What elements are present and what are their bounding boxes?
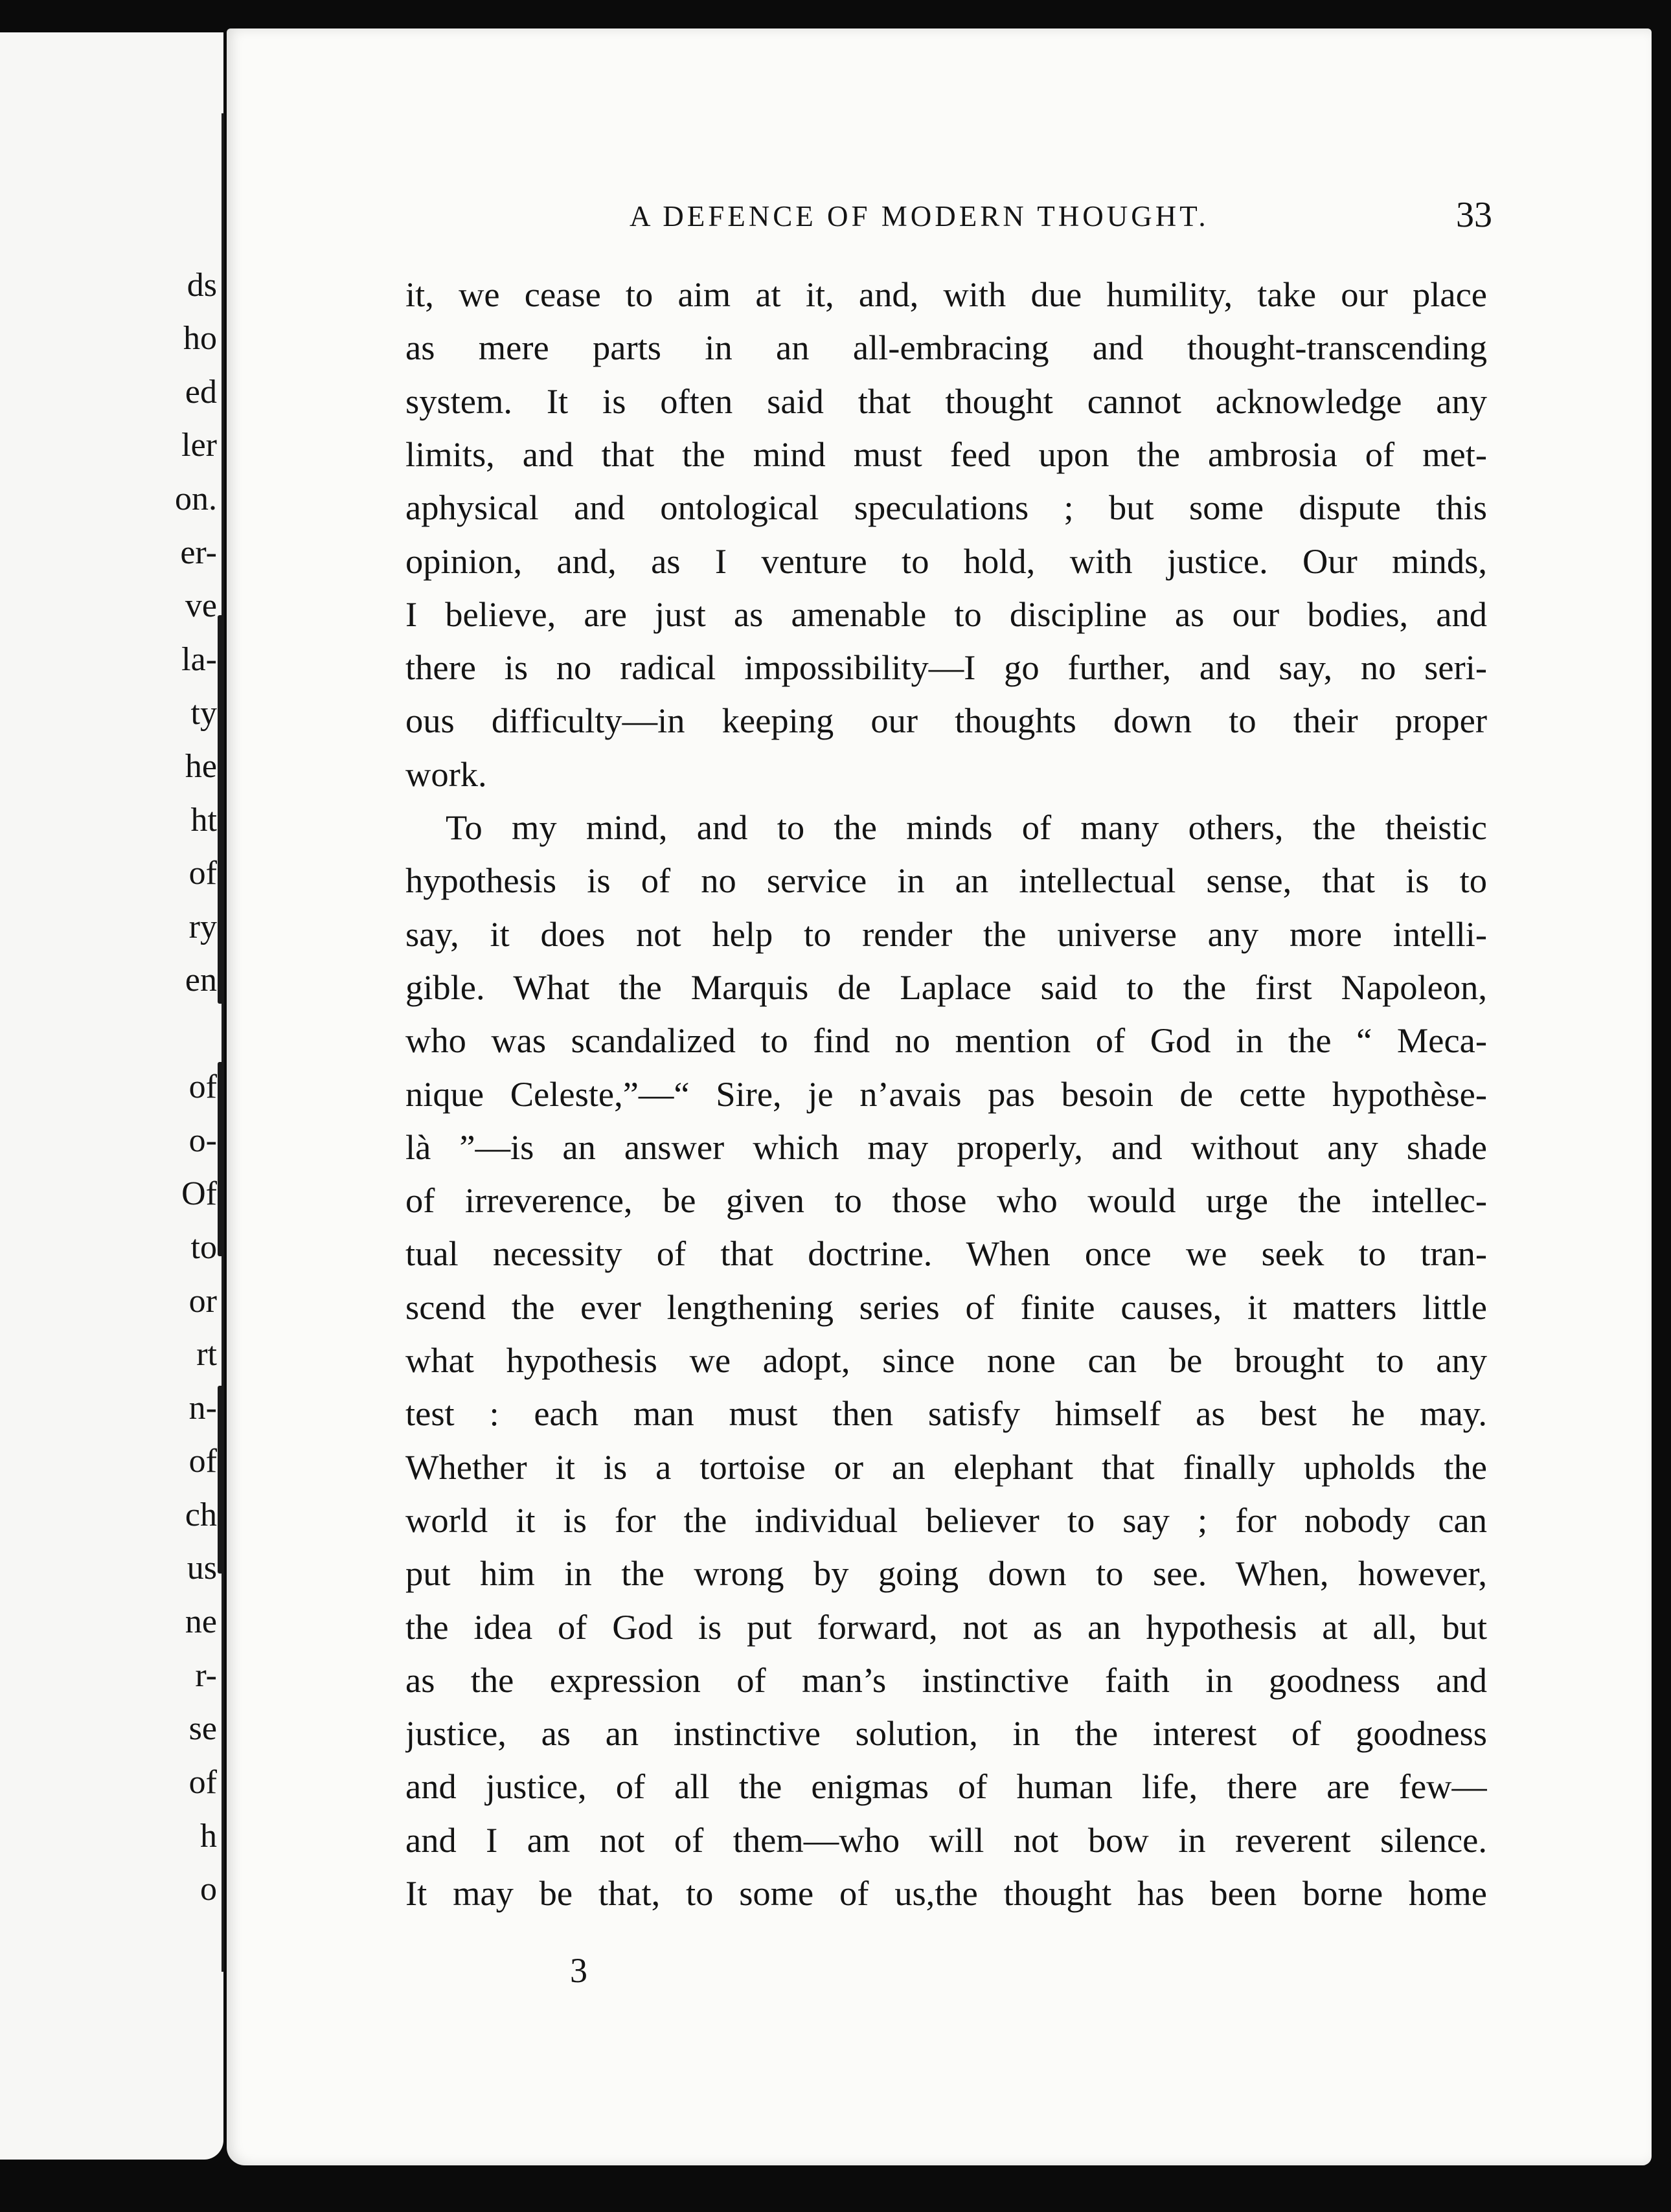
left-page-fragment: h	[200, 1818, 217, 1855]
left-page-fragment: ve	[185, 587, 217, 624]
text-line: the idea of God is put forward, not as an hypothesis at all, but	[405, 1607, 1487, 1647]
left-page-fragment: on.	[175, 480, 217, 517]
text-line: there is no radical impossibility—I go further, and say, no seri-	[405, 648, 1487, 688]
text-line: world it is for the individual believer to say ; for nobody can	[405, 1500, 1487, 1540]
left-page-fragment: n-	[188, 1390, 217, 1427]
previous-page-edge	[0, 32, 223, 2160]
left-page-fragment: se	[188, 1710, 217, 1747]
text-line: opinion, and, as I venture to hold, with justice. Our minds,	[405, 541, 1487, 581]
left-page-fragment: ho	[183, 320, 217, 357]
text-line: ous difficulty—in keeping our thoughts down to their proper	[405, 701, 1487, 741]
left-page-fragment: to	[190, 1229, 217, 1266]
text-line: Whether it is a tortoise or an elephant that finally upholds the	[405, 1447, 1487, 1487]
text-line: say, it does not help to render the universe any more intelli-	[405, 914, 1487, 954]
left-page-fragment: of	[188, 855, 217, 892]
left-page-fragment: ler	[181, 427, 217, 464]
text-line: justice, as an instinctive solution, in the interest of goodness	[405, 1713, 1487, 1754]
page-header	[396, 194, 1492, 246]
left-page-fragment: o	[200, 1871, 217, 1908]
left-page-fragment: ty	[190, 695, 217, 732]
left-page-fragment: r-	[195, 1657, 217, 1694]
left-page-fragment: ne	[185, 1603, 217, 1640]
text-line: work.	[405, 754, 487, 794]
text-line: and I am not of them—who will not bow in reverent silence.	[405, 1820, 1487, 1860]
left-page-fragment: of	[188, 1443, 217, 1480]
left-page-fragment: ds	[187, 267, 217, 304]
left-page-fragment: or	[188, 1283, 217, 1320]
text-line: I believe, are just as amenable to discipline as our bodies, and	[405, 594, 1487, 634]
text-line: and justice, of all the enigmas of human life, there are few—	[405, 1766, 1487, 1807]
binding-shadow	[218, 1386, 223, 1574]
binding-shadow	[218, 615, 223, 1004]
text-line: test : each man must then satisfy himself as best he may.	[405, 1394, 1487, 1434]
left-page-fragment: la-	[181, 641, 217, 678]
text-line: To my mind, and to the minds of many others, the theistic	[446, 807, 1487, 847]
text-line: as the expression of man’s instinctive faith in goodness and	[405, 1660, 1487, 1700]
text-line: hypothesis is of no service in an intellectual sense, that is to	[405, 861, 1487, 901]
text-line: who was scandalized to find no mention of God in the “ Meca-	[405, 1021, 1487, 1061]
text-line: what hypothesis we adopt, since none can be brought to any	[405, 1340, 1487, 1380]
text-line: gible. What the Marquis de Laplace said to the first Napoleon,	[405, 967, 1487, 1007]
binding-gutter	[222, 113, 224, 1972]
text-line: as mere parts in an all-embracing and thought-transcending	[405, 328, 1487, 368]
text-line: It may be that, to some of us,the thought has been borne home	[405, 1873, 1487, 1913]
left-page-fragment: Of	[181, 1175, 217, 1212]
left-page-fragment: ch	[185, 1496, 217, 1533]
text-line: it, we cease to aim at it, and, with due humility, take our place	[405, 275, 1487, 314]
left-page-fragment: us	[187, 1550, 217, 1586]
left-page-fragment: rt	[196, 1336, 217, 1373]
text-line: system. It is often said that thought cannot acknowledge any	[405, 381, 1487, 421]
signature-mark: 3	[570, 1951, 587, 1990]
left-page-fragment: of	[188, 1068, 217, 1105]
text-line: put him in the wrong by going down to see. When, however,	[405, 1553, 1487, 1594]
binding-shadow	[218, 1062, 223, 1256]
text-line: nique Celeste,”—“ Sire, je n’avais pas besoin de cette hypothèse-	[405, 1074, 1487, 1114]
text-line: of irreverence, be given to those who would urge the intellec-	[405, 1180, 1487, 1221]
text-line: tual necessity of that doctrine. When once we seek to tran-	[405, 1234, 1487, 1274]
left-page-fragment: o-	[188, 1122, 217, 1159]
text-line: là ”—is an answer which may properly, and without any shade	[405, 1127, 1487, 1167]
left-page-fragment: ry	[188, 909, 217, 945]
text-line: limits, and that the mind must feed upon the ambrosia of met-	[405, 434, 1487, 474]
left-page-fragment: of	[188, 1764, 217, 1801]
left-page-fragment: en	[185, 962, 217, 999]
text-line: aphysical and ontological speculations ; but some dispute this	[405, 488, 1487, 528]
text-line: scend the ever lengthening series of finite causes, it matters little	[405, 1287, 1487, 1327]
page-number: 33	[1456, 195, 1492, 235]
left-page-fragment: er-	[180, 534, 217, 571]
left-page-fragment: ed	[185, 374, 217, 411]
left-page-fragment: he	[185, 748, 217, 785]
left-page-fragment: ht	[190, 802, 217, 839]
running-title: A DEFENCE OF MODERN THOUGHT.	[630, 200, 1209, 232]
